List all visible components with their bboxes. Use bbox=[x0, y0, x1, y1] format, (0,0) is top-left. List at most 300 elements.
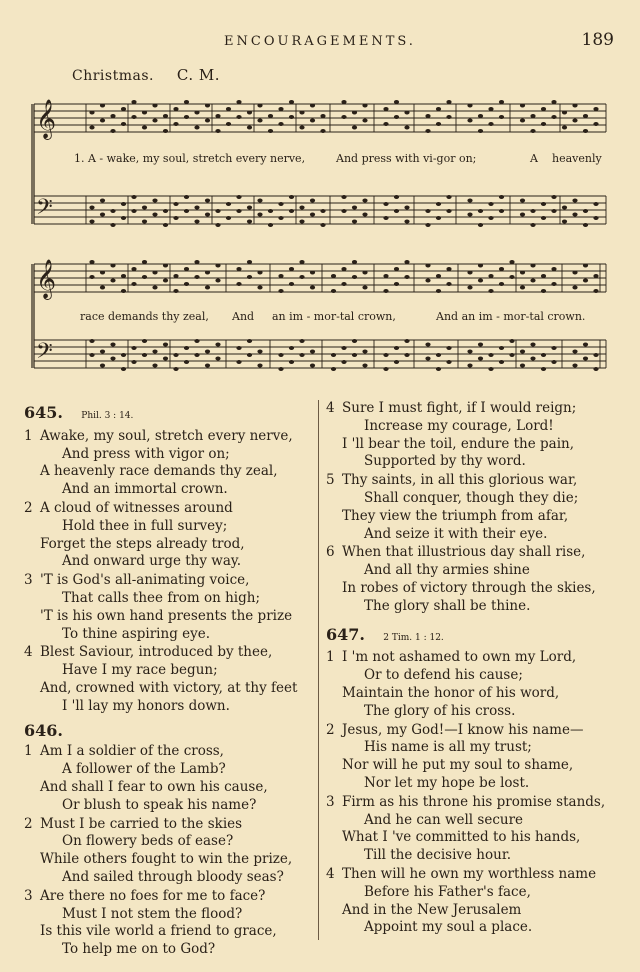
note-head bbox=[362, 119, 367, 123]
note-head bbox=[425, 129, 430, 133]
running-head: ENCOURAGEMENTS. bbox=[224, 34, 416, 49]
note-head bbox=[215, 209, 220, 213]
note-head bbox=[100, 350, 105, 354]
note-head bbox=[278, 367, 283, 371]
note-head bbox=[173, 274, 178, 278]
note-head bbox=[551, 115, 556, 119]
verse-text: Maintain the honor of his word, bbox=[342, 684, 560, 701]
note-head bbox=[394, 282, 399, 286]
note-head bbox=[394, 360, 399, 364]
note-head bbox=[289, 115, 294, 119]
note-head bbox=[593, 216, 598, 220]
note-head bbox=[184, 115, 189, 119]
note-head bbox=[383, 274, 388, 278]
verse-text: Forget the steps already trod, bbox=[40, 535, 245, 552]
note-head bbox=[520, 364, 525, 368]
note-head bbox=[436, 122, 441, 126]
note-head bbox=[205, 350, 210, 354]
note-head bbox=[541, 274, 546, 278]
stanza bbox=[326, 544, 626, 615]
note-head bbox=[499, 115, 504, 119]
note-head bbox=[257, 119, 262, 123]
note-head bbox=[520, 350, 525, 354]
verse-line bbox=[326, 902, 626, 920]
note-head bbox=[562, 111, 567, 115]
note-head bbox=[89, 260, 94, 264]
verse-line bbox=[24, 923, 314, 941]
note-head bbox=[236, 346, 241, 350]
note-head bbox=[173, 107, 178, 111]
note-head bbox=[593, 353, 598, 357]
note-head bbox=[184, 195, 189, 199]
note-head bbox=[541, 216, 546, 220]
note-head bbox=[404, 353, 409, 357]
verse-line bbox=[326, 794, 626, 812]
note-head bbox=[362, 350, 367, 354]
note-head bbox=[226, 107, 231, 111]
verse-line bbox=[24, 833, 314, 851]
verse-line bbox=[326, 400, 626, 418]
note-head bbox=[551, 346, 556, 350]
note-head bbox=[572, 350, 577, 354]
note-head bbox=[163, 343, 168, 347]
note-head bbox=[362, 286, 367, 290]
scripture-reference: 2 Tim. 1 : 12. bbox=[383, 632, 444, 643]
stanza-number: 4 bbox=[24, 644, 33, 661]
note-head bbox=[257, 213, 262, 217]
note-head bbox=[299, 206, 304, 210]
note-head bbox=[341, 282, 346, 286]
stanza-number: 3 bbox=[326, 793, 335, 810]
note-head bbox=[404, 111, 409, 115]
verse-text: His name is all my trust; bbox=[364, 739, 532, 756]
verse-line bbox=[326, 703, 626, 721]
hymn-number: 647. bbox=[326, 624, 365, 644]
note-head bbox=[562, 126, 567, 130]
note-head bbox=[446, 100, 451, 104]
note-head bbox=[152, 350, 157, 354]
note-head bbox=[268, 114, 273, 118]
verse-line bbox=[326, 884, 626, 902]
music-lyric: And press with vi-gor on; bbox=[336, 152, 477, 165]
verse-text: And, crowned with victory, at thy feet bbox=[40, 679, 298, 696]
note-head bbox=[509, 260, 514, 264]
verse-text: And he can well secure bbox=[364, 811, 524, 828]
note-head bbox=[142, 260, 147, 264]
note-head bbox=[194, 260, 199, 264]
stanza-number: 2 bbox=[326, 721, 335, 738]
note-head bbox=[163, 129, 168, 133]
verse-line bbox=[326, 436, 626, 454]
note-head bbox=[520, 199, 525, 203]
note-head bbox=[173, 202, 178, 206]
note-head bbox=[110, 129, 115, 133]
verse-line bbox=[326, 598, 626, 616]
verse-line bbox=[24, 662, 314, 680]
verse-text: Blest Saviour, introduced by thee, bbox=[40, 644, 273, 661]
note-head bbox=[404, 275, 409, 279]
note-head bbox=[257, 286, 262, 290]
verse-text: Sure I must fight, if I would reign; bbox=[342, 400, 577, 416]
note-head bbox=[184, 209, 189, 213]
note-head bbox=[425, 264, 430, 268]
note-head bbox=[278, 289, 283, 293]
verse-text: And press with vigor on; bbox=[62, 445, 230, 462]
note-head bbox=[257, 364, 262, 368]
note-head bbox=[446, 267, 451, 271]
stanza bbox=[24, 572, 314, 643]
note-head bbox=[362, 213, 367, 217]
left-column bbox=[24, 398, 314, 960]
note-head bbox=[404, 339, 409, 343]
verse-line bbox=[24, 626, 314, 644]
note-head bbox=[467, 213, 472, 217]
note-head bbox=[446, 346, 451, 350]
note-head bbox=[488, 274, 493, 278]
verse-text: And shall I fear to own his cause, bbox=[40, 778, 268, 795]
verse-text: A follower of the Lamb? bbox=[62, 761, 226, 778]
note-head bbox=[436, 367, 441, 371]
note-head bbox=[520, 119, 525, 123]
note-head bbox=[488, 107, 493, 111]
column-divider bbox=[318, 400, 319, 940]
note-head bbox=[121, 122, 126, 126]
hymn-heading bbox=[326, 626, 626, 648]
note-head bbox=[163, 264, 168, 268]
note-head bbox=[425, 279, 430, 283]
note-head bbox=[142, 339, 147, 343]
note-head bbox=[572, 271, 577, 275]
note-head bbox=[341, 115, 346, 119]
verse-line bbox=[326, 562, 626, 580]
note-head bbox=[436, 202, 441, 206]
note-head bbox=[530, 279, 535, 283]
note-head bbox=[89, 353, 94, 357]
note-head bbox=[268, 129, 273, 133]
verse-line bbox=[326, 739, 626, 757]
note-head bbox=[436, 289, 441, 293]
note-head bbox=[572, 364, 577, 368]
note-head bbox=[236, 267, 241, 271]
music-score bbox=[0, 0, 640, 400]
note-head bbox=[341, 267, 346, 271]
verse-line bbox=[326, 508, 626, 526]
note-head bbox=[478, 114, 483, 118]
verse-text: Shall conquer, though they die; bbox=[364, 489, 579, 506]
verse-text: And all thy armies shine bbox=[364, 562, 530, 579]
verse-line bbox=[24, 536, 314, 554]
note-head bbox=[299, 111, 304, 115]
verse-line bbox=[326, 812, 626, 830]
note-head bbox=[436, 216, 441, 220]
note-head bbox=[341, 346, 346, 350]
note-head bbox=[499, 209, 504, 213]
tune-meter: C. M. bbox=[176, 66, 221, 84]
note-head bbox=[331, 289, 336, 293]
note-head bbox=[299, 220, 304, 224]
note-head bbox=[541, 289, 546, 293]
note-head bbox=[299, 353, 304, 357]
note-head bbox=[520, 213, 525, 217]
stanza bbox=[24, 428, 314, 499]
note-head bbox=[383, 202, 388, 206]
note-head bbox=[173, 353, 178, 357]
note-head bbox=[436, 353, 441, 357]
note-head bbox=[352, 353, 357, 357]
treble-clef-icon: 𝄞 bbox=[36, 99, 57, 139]
stanza bbox=[326, 794, 626, 865]
note-head bbox=[446, 195, 451, 199]
note-head bbox=[509, 275, 514, 279]
verse-line bbox=[24, 851, 314, 869]
note-head bbox=[541, 202, 546, 206]
stanza-number: 1 bbox=[24, 743, 33, 760]
verse-text: A cloud of witnesses around bbox=[40, 499, 233, 516]
verse-text: Supported by thy word. bbox=[364, 453, 526, 470]
stanza-number: 2 bbox=[24, 499, 33, 516]
stanza bbox=[24, 888, 314, 959]
verse-text: The glory shall be thine. bbox=[364, 597, 531, 614]
music-lyric: And bbox=[232, 310, 255, 323]
note-head bbox=[320, 114, 325, 118]
note-head bbox=[488, 289, 493, 293]
note-head bbox=[478, 279, 483, 283]
note-head bbox=[394, 267, 399, 271]
note-head bbox=[404, 220, 409, 224]
note-head bbox=[299, 260, 304, 264]
note-head bbox=[436, 274, 441, 278]
note-head bbox=[247, 220, 252, 224]
note-head bbox=[236, 115, 241, 119]
verse-text: Nor let my hope be lost. bbox=[364, 774, 530, 791]
note-head bbox=[572, 104, 577, 108]
verse-text: 'T is his own hand presents the prize bbox=[40, 607, 293, 624]
hymn-number: 645. bbox=[24, 403, 63, 422]
note-head bbox=[520, 104, 525, 108]
note-head bbox=[467, 199, 472, 203]
note-head bbox=[131, 267, 136, 271]
verse-line bbox=[326, 526, 626, 544]
note-head bbox=[530, 357, 535, 361]
verse-text: When that illustrious day shall rise, bbox=[342, 544, 586, 561]
note-head bbox=[310, 213, 315, 217]
note-head bbox=[383, 353, 388, 357]
verse-line bbox=[326, 722, 626, 740]
note-head bbox=[173, 289, 178, 293]
note-head bbox=[163, 357, 168, 361]
stanza-number: 1 bbox=[326, 649, 335, 666]
verse-line bbox=[24, 698, 314, 716]
note-head bbox=[530, 223, 535, 227]
note-head bbox=[520, 286, 525, 290]
verse-text: Or blush to speak his name? bbox=[62, 796, 257, 813]
note-head bbox=[499, 282, 504, 286]
note-head bbox=[131, 195, 136, 199]
verse-line bbox=[326, 919, 626, 937]
note-head bbox=[583, 264, 588, 268]
note-head bbox=[184, 360, 189, 364]
note-head bbox=[551, 282, 556, 286]
note-head bbox=[289, 195, 294, 199]
verse-text: What I 've committed to his hands, bbox=[342, 829, 581, 846]
note-head bbox=[593, 289, 598, 293]
verse-line bbox=[326, 580, 626, 598]
scripture-reference: Phil. 3 : 14. bbox=[81, 411, 134, 421]
note-head bbox=[278, 202, 283, 206]
stanza bbox=[326, 722, 626, 793]
note-head bbox=[236, 282, 241, 286]
note-head bbox=[215, 264, 220, 268]
verse-text: On flowery beds of ease? bbox=[62, 833, 234, 850]
note-head bbox=[184, 282, 189, 286]
verse-text: Must I not stem the flood? bbox=[62, 905, 243, 922]
stanza bbox=[326, 649, 626, 720]
note-head bbox=[142, 206, 147, 210]
stanza-number: 3 bbox=[24, 572, 33, 589]
note-head bbox=[100, 199, 105, 203]
verse-text: Till the decisive hour. bbox=[364, 847, 512, 864]
note-head bbox=[488, 353, 493, 357]
note-head bbox=[247, 260, 252, 264]
note-head bbox=[467, 286, 472, 290]
note-head bbox=[131, 209, 136, 213]
note-head bbox=[173, 367, 178, 371]
note-head bbox=[583, 279, 588, 283]
verse-line bbox=[326, 866, 626, 884]
note-head bbox=[226, 122, 231, 126]
note-head bbox=[509, 353, 514, 357]
note-head bbox=[425, 223, 430, 227]
stanza-number: 3 bbox=[24, 887, 33, 904]
note-head bbox=[142, 275, 147, 279]
verse-line bbox=[24, 428, 314, 446]
verse-line bbox=[24, 869, 314, 887]
verse-line bbox=[326, 847, 626, 865]
note-head bbox=[152, 271, 157, 275]
stanza-number: 1 bbox=[24, 427, 33, 444]
note-head bbox=[289, 100, 294, 104]
verse-text: The glory of his cross. bbox=[364, 702, 516, 719]
note-head bbox=[383, 289, 388, 293]
verse-text: To help me on to God? bbox=[62, 941, 216, 958]
verse-line bbox=[24, 941, 314, 959]
note-head bbox=[205, 286, 210, 290]
verse-line bbox=[326, 490, 626, 508]
note-head bbox=[142, 220, 147, 224]
note-head bbox=[310, 199, 315, 203]
note-head bbox=[551, 100, 556, 104]
verse-text: Increase my courage, Lord! bbox=[364, 417, 554, 434]
note-head bbox=[289, 360, 294, 364]
verse-line bbox=[326, 685, 626, 703]
note-head bbox=[310, 271, 315, 275]
verse-line bbox=[24, 553, 314, 571]
note-head bbox=[467, 119, 472, 123]
note-head bbox=[173, 216, 178, 220]
note-head bbox=[110, 357, 115, 361]
note-head bbox=[247, 126, 252, 130]
right-column bbox=[326, 398, 626, 938]
note-head bbox=[257, 199, 262, 203]
stanza-number: 6 bbox=[326, 544, 335, 561]
note-head bbox=[551, 195, 556, 199]
note-head bbox=[247, 206, 252, 210]
note-head bbox=[215, 279, 220, 283]
note-head bbox=[121, 353, 126, 357]
stanza bbox=[326, 866, 626, 937]
note-head bbox=[205, 364, 210, 368]
note-head bbox=[394, 346, 399, 350]
note-head bbox=[467, 364, 472, 368]
note-head bbox=[121, 107, 126, 111]
note-head bbox=[121, 202, 126, 206]
verse-text: Is this vile world a friend to grace, bbox=[40, 923, 277, 940]
note-head bbox=[152, 104, 157, 108]
note-head bbox=[205, 199, 210, 203]
verse-line bbox=[24, 481, 314, 499]
note-head bbox=[310, 104, 315, 108]
note-head bbox=[110, 209, 115, 213]
note-head bbox=[530, 343, 535, 347]
note-head bbox=[593, 202, 598, 206]
note-head bbox=[583, 223, 588, 227]
note-head bbox=[194, 339, 199, 343]
note-head bbox=[131, 360, 136, 364]
verse-text: Must I be carried to the skies bbox=[40, 815, 243, 832]
note-head bbox=[299, 339, 304, 343]
note-head bbox=[530, 209, 535, 213]
verse-line bbox=[24, 761, 314, 779]
bass-clef-icon: 𝄢 bbox=[36, 195, 53, 225]
note-head bbox=[152, 286, 157, 290]
note-head bbox=[152, 119, 157, 123]
stanza bbox=[326, 400, 626, 471]
note-head bbox=[152, 364, 157, 368]
note-head bbox=[194, 275, 199, 279]
stanza bbox=[24, 500, 314, 571]
note-head bbox=[194, 111, 199, 115]
note-head bbox=[268, 209, 273, 213]
note-head bbox=[404, 126, 409, 130]
hymn-heading bbox=[24, 404, 314, 426]
music-lyric: 1. A - wake, my soul, stretch every nerve, bbox=[74, 152, 306, 165]
note-head bbox=[184, 100, 189, 104]
note-head bbox=[530, 264, 535, 268]
note-head bbox=[362, 271, 367, 275]
note-head bbox=[583, 209, 588, 213]
note-head bbox=[446, 115, 451, 119]
note-head bbox=[121, 274, 126, 278]
note-head bbox=[142, 111, 147, 115]
note-head bbox=[131, 282, 136, 286]
note-head bbox=[383, 107, 388, 111]
note-head bbox=[194, 126, 199, 130]
verse-line bbox=[24, 500, 314, 518]
note-head bbox=[572, 199, 577, 203]
note-head bbox=[362, 104, 367, 108]
note-head bbox=[583, 129, 588, 133]
verse-text: Then will he own my worthless name bbox=[342, 865, 597, 882]
note-head bbox=[572, 119, 577, 123]
stanza bbox=[24, 644, 314, 715]
verse-text: Appoint my soul a place. bbox=[364, 919, 533, 936]
note-head bbox=[331, 353, 336, 357]
note-head bbox=[110, 343, 115, 347]
note-head bbox=[247, 275, 252, 279]
note-head bbox=[341, 360, 346, 364]
note-head bbox=[541, 122, 546, 126]
note-head bbox=[488, 202, 493, 206]
